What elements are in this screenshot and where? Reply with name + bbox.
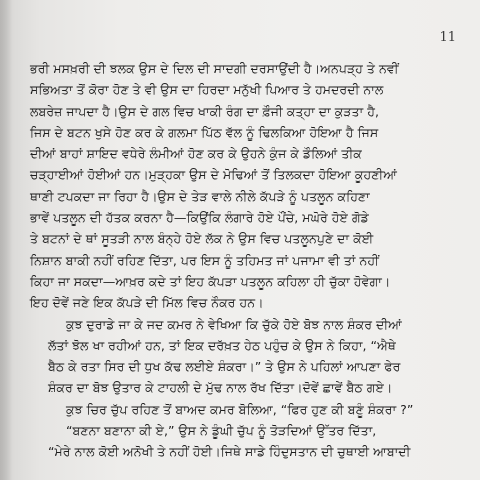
text-line: ਲੱਤਾਂ ਝੋਲ ਖਾ ਰਹੀਆਂ ਹਨ, ਤਾਂ ਇਕ ਦਰੱਖ਼ਤ ਹੇਠ ਪਹੁੰਚ ਕੇ ਉਸ ਨੇ ਕਿਹਾ, “ਐਥੇ [48,337,396,353]
page-number: 11 [439,30,456,45]
text-line: ਥਾਣੀ ਟਪਕਦਾ ਜਾ ਰਿਹਾ ਹੈ।ਉਸ ਦੇ ਤੇੜ ਵਾਲੇ ਨੀਲੇ ਕੱਪੜੇ ਨੂੰ ਪਤਲੂਨ ਕਹਿਣਾ [30,188,370,204]
paragraph-4 [30,420,475,463]
text-line: ਲਬਰੇਜ਼ ਜਾਪਦਾ ਹੈ।ਉਸ ਦੇ ਗਲ ਵਿਚ ਖਾਕੀ ਰੰਗ ਦਾ ਫ਼ੌਜੀ ਕਤ੍ਹਾ ਦਾ ਕੁੜਤਾ ਹੈ, [30,103,379,119]
text-line: ਚੜ੍ਹਾਈਆਂ ਹੋਈਆਂ ਹਨ।ਮੁੜ੍ਹਕਾ ਉਸ ਦੇ ਮੋਢਿਆਂ ਤੋਂ ਤਿਲਕਦਾ ਹੋਇਆ ਕੂਹਣੀਆਂ [30,167,397,183]
text-line: ਕਿਹਾ ਜਾ ਸਕਦਾ—ਆਖ਼ਰ ਕਦੇ ਤਾਂ ਇਹ ਕੱਪੜਾ ਪਤਲੂਨ ਕਹਿਲਾ ਹੀ ਚੁੱਕਾ ਹੋਵੇਗਾ। [30,273,391,289]
text-line: ਤੇ ਬਟਨਾਂ ਦੇ ਥਾਂ ਸੂਤੜੀ ਨਾਲ ਬੰਨ੍ਹੇ ਹੋਏ ਲੱਕ ਨੇ ਉਸ ਵਿਚ ਪਤਲੂਨਪੁਣੇ ਦਾ ਕੋਈ [30,231,374,247]
paragraph-2 [30,314,475,399]
paragraph-1 [30,58,475,314]
text-line: ਇਹ ਦੋਵੇਂ ਜਣੇ ਇਕ ਕੱਪੜੇ ਦੀ ਮਿੱਲ ਵਿਚ ਨੌਕਰ ਹਨ। [30,295,264,311]
text-line: ਸ਼ੰਕਰ ਦਾ ਬੋਝ ਉਤਾਰ ਕੇ ਟਾਹਲੀ ਦੇ ਮੁੱਢ ਨਾਲ ਰੱਖ ਦਿੱਤਾ।ਦੋਵੇਂ ਛਾਵੇਂ ਬੈਠ ਗਏ। [48,380,393,396]
text-line: ਭਰੀ ਮਸਖ਼ਰੀ ਦੀ ਝਲਕ ਉਸ ਦੇ ਦਿਲ ਦੀ ਸਾਦਗੀ ਦਰਸਾਉਂਦੀ ਹੈ।ਅਨਪੜ੍ਹ ਤੇ ਨਵੀਂ [30,61,399,76]
page-gutter-shadow [0,0,12,480]
text-line: ਕੁਝ ਦੁਰਾਡੇ ਜਾ ਕੇ ਜਦ ਕਮਰ ਨੇ ਵੇਖਿਆ ਕਿ ਚੁੱਕੇ ਹੋਏ ਬੋਝ ਨਾਲ ਸ਼ੰਕਰ ਦੀਆਂ [66,316,402,332]
body-text [30,58,475,463]
text-line: ਸਭਿਅਤਾ ਤੋਂ ਕੋਰਾ ਹੋਣ ਤੇ ਵੀ ਉਸ ਦਾ ਹਿਰਦਾ ਮਨੁੱਖੀ ਪਿਆਰ ਤੇ ਹਮਦਰਦੀ ਨਾਲ [30,82,384,98]
text-line: ਨਿਸ਼ਾਨ ਬਾਕੀ ਨਹੀਂ ਰਹਿਣ ਦਿੱਤਾ, ਪਰ ਇਸ ਨੂੰ ਤਹਿਮਤ ਜਾਂ ਪਜਾਮਾ ਵੀ ਤਾਂ ਨਹੀਂ [30,252,379,268]
text-line: ਭਾਵੇਂ ਪਤਲੂਨ ਦੀ ਹੱਤਕ ਕਰਨਾ ਹੈ—ਕਿਉਂਕਿ ਲੰਗਾਰੇ ਹੋਏ ਪੌਂਚੇ, ਮਘੋਰੇ ਹੋਏ ਗੋਡੇ [30,210,369,226]
paragraph-3 [30,399,475,420]
text-line: ਬੈਠ ਕੇ ਰਤਾ ਸਿਰ ਦੀ ਧੁਖ ਕੱਢ ਲਈਏ ਸ਼ੰਕਰਾ।” ਤੇ ਉਸ ਨੇ ਪਹਿਲਾਂ ਆਪਣਾ ਫੇਰ [48,359,401,375]
text-line: ਕੁਝ ਚਿਰ ਚੁੱਪ ਰਹਿਣ ਤੋਂ ਬਾਅਦ ਕਮਰ ਬੋਲਿਆ, “ਫਿਰ ਹੁਣ ਕੀ ਬਣੂੰ ਸ਼ੰਕਰਾ ?” [66,401,414,417]
text-line: ਦੀਆਂ ਬਾਹਾਂ ਸ਼ਾਇਦ ਵਧੇਰੇ ਲੰਮੀਆਂ ਹੋਣ ਕਰ ਕੇ ਉਹਨੇ ਕੁੰਜ ਕੇ ਡੌਲਿਆਂ ਤੀਕ [30,146,362,162]
text-line: ਜਿਸ ਦੇ ਬਟਨ ਖੁਸੇ ਹੋਣ ਕਰ ਕੇ ਗਲਮਾ ਪਿੱਠ ਵੱਲ ਨੂੰ ਢਿਲਕਿਆ ਹੋਇਆ ਹੈ ਜਿਸ [30,124,379,140]
text-line: “ਬਣਨਾ ਬਣਾਨਾ ਕੀ ਏ,” ਉਸ ਨੇ ਡੂੰਘੀ ਚੁੱਪ ਨੂੰ ਤੋੜਦਿਆਂ ਉੱਤਰ ਦਿੱਤਾ, [66,423,377,439]
text-line: “ਮੇਰੇ ਨਾਲ ਕੋਈ ਅਨੋਖੀ ਤੇ ਨਹੀਂ ਹੋਈ।ਜਿਥੇ ਸਾਡੇ ਹਿੰਦੁਸਤਾਨ ਦੀ ਚੁਥਾਈ ਆਬਾਦੀ [48,444,411,460]
